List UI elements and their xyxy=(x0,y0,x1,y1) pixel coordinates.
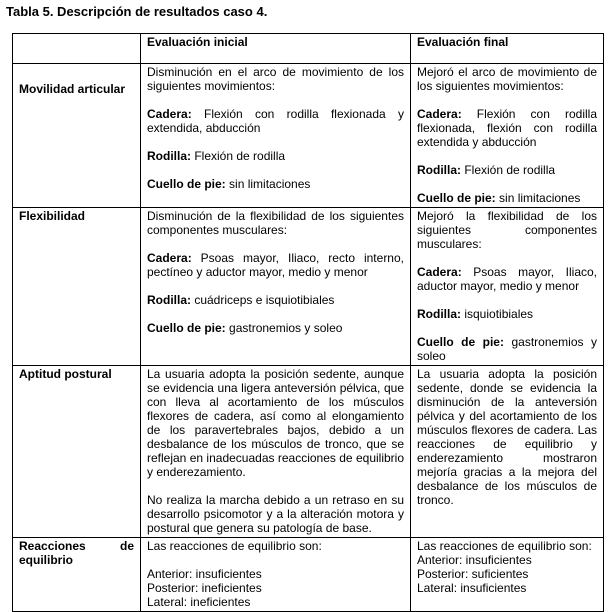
cadera-label: Cadera: xyxy=(147,107,192,121)
rodilla-label: Rodilla: xyxy=(417,307,461,321)
cuello-label: Cuello de pie: xyxy=(417,335,504,349)
flexibilidad-initial-rodilla xyxy=(147,293,404,307)
row-label-reacciones xyxy=(13,538,141,612)
cuello-label: Cuello de pie: xyxy=(147,321,226,335)
reacciones-final-intro: Las reacciones de equilibrio son: xyxy=(417,539,592,553)
cell-aptitud-final xyxy=(411,366,604,538)
aptitud-final-para1: La usuaria adopta la posición sedente, donde se evidencia la disminución de la anteversión pélvica y del acortamiento de los músculos flexores de cadera. Las reacciones de equilibrio y enderezamiento mostraron mejoría gracias a la mejora del desbalance de los músculos de tronco. xyxy=(417,367,597,507)
movilidad-initial-cuello xyxy=(147,177,404,191)
rodilla-text: isquiotibiales xyxy=(461,307,534,321)
flexibilidad-final-cadera xyxy=(417,265,597,293)
reacciones-initial-posterior: Posterior: ineficientes xyxy=(147,581,262,595)
cell-reacciones-initial xyxy=(141,538,411,612)
flexibilidad-final-rodilla xyxy=(417,307,597,321)
row-label-reacciones-word1: Reacciones xyxy=(19,539,86,553)
cuello-text: sin limitaciones xyxy=(225,177,311,191)
movilidad-final-intro: Mejoró el arco de movimiento de los siguientes movimientos: xyxy=(417,65,597,93)
reacciones-final-lateral: Lateral: insuficientes xyxy=(417,581,527,595)
cadera-text: Psoas mayor, Iliaco, aductor mayor, medio y menor xyxy=(417,265,597,293)
row-label-aptitud: Aptitud postural xyxy=(13,366,141,538)
row-label-reacciones-line2: equilibrio xyxy=(19,553,73,567)
cell-movilidad-final xyxy=(411,64,604,208)
movilidad-final-cadera xyxy=(417,107,597,149)
row-label-movilidad: Movilidad articular xyxy=(13,64,141,208)
flexibilidad-initial-cadera xyxy=(147,251,404,279)
cadera-text: Flexión con rodilla flexionada, flexión con rodilla extendida y abducción xyxy=(417,107,597,149)
row-label-reacciones-line1 xyxy=(19,539,134,553)
table-row-reacciones xyxy=(13,538,604,612)
rodilla-label: Rodilla: xyxy=(147,149,191,163)
column-header-final: Evaluación final xyxy=(411,34,604,64)
cuello-label: Cuello de pie: xyxy=(417,191,496,205)
cadera-label: Cadera: xyxy=(417,107,462,121)
rodilla-text: Flexión de rodilla xyxy=(461,163,556,177)
cell-flexibilidad-final xyxy=(411,208,604,366)
reacciones-final-posterior: Posterior: suficientes xyxy=(417,567,529,581)
table-row-flexibilidad xyxy=(13,208,604,366)
movilidad-initial-rodilla xyxy=(147,149,404,163)
aptitud-initial-para2: No realiza la marcha debido a un retraso en su desarrollo psicomotor y a la alteración motora y postural que genera su patología de base. xyxy=(147,493,404,535)
flexibilidad-initial-intro: Disminución de la flexibilidad de los siguientes componentes musculares: xyxy=(147,209,404,237)
row-label-flexibilidad: Flexibilidad xyxy=(13,208,141,366)
row-label-reacciones-word2: de xyxy=(119,539,134,553)
cadera-label: Cadera: xyxy=(417,265,462,279)
movilidad-final-cuello xyxy=(417,191,597,205)
flexibilidad-final-cuello xyxy=(417,335,597,363)
movilidad-final-rodilla xyxy=(417,163,597,177)
rodilla-text: cuádriceps e isquiotibiales xyxy=(191,293,335,307)
cadera-text: Flexión con rodilla flexionada y extendida, abducción xyxy=(147,107,404,135)
table-caption: Tabla 5. Descripción de resultados caso 4. xyxy=(6,4,268,19)
reacciones-final-anterior: Anterior: insuficientes xyxy=(417,553,532,567)
cell-movilidad-initial xyxy=(141,64,411,208)
header-empty-cell xyxy=(13,34,141,64)
rodilla-label: Rodilla: xyxy=(147,293,191,307)
reacciones-initial-anterior: Anterior: insuficientes xyxy=(147,567,262,581)
flexibilidad-initial-cuello xyxy=(147,321,404,335)
movilidad-initial-cadera xyxy=(147,107,404,135)
cell-flexibilidad-initial xyxy=(141,208,411,366)
results-table xyxy=(12,33,604,612)
column-header-initial: Evaluación inicial xyxy=(141,34,411,64)
movilidad-initial-intro: Disminución en el arco de movimiento de los siguientes movimientos: xyxy=(147,65,404,93)
rodilla-label: Rodilla: xyxy=(417,163,461,177)
cadera-text: Psoas mayor, Iliaco, recto interno, pectíneo y aductor mayor, medio y menor xyxy=(147,251,404,279)
table-row-aptitud xyxy=(13,366,604,538)
table-header-row xyxy=(13,34,604,64)
flexibilidad-final-intro: Mejoró la flexibilidad de los siguientes componentes musculares: xyxy=(417,209,597,251)
cuello-text: gastronemios y soleo xyxy=(225,321,343,335)
cuello-label: Cuello de pie: xyxy=(147,177,226,191)
cadera-label: Cadera: xyxy=(147,251,192,265)
aptitud-initial-para1: La usuaria adopta la posición sedente, aunque se evidencia una ligera anteversión pélvica, que con lleva al acortamiento de los músculos flexores de cadera, así como al elongamiento de los paravertebrales bajos, debido a un desbalance de los músculos de tronco, que se reflejan en inadecuadas reacciones de equilibrio y enderezamiento. xyxy=(147,367,404,479)
cell-reacciones-final xyxy=(411,538,604,612)
cuello-text: gastronemios y soleo xyxy=(417,335,597,363)
cell-aptitud-initial xyxy=(141,366,411,538)
table-row-movilidad xyxy=(13,64,604,208)
reacciones-initial-intro: Las reacciones de equilibrio son: xyxy=(147,539,322,553)
rodilla-text: Flexión de rodilla xyxy=(191,149,286,163)
cuello-text: sin limitaciones xyxy=(495,191,581,205)
reacciones-initial-lateral: Lateral: ineficientes xyxy=(147,595,251,609)
